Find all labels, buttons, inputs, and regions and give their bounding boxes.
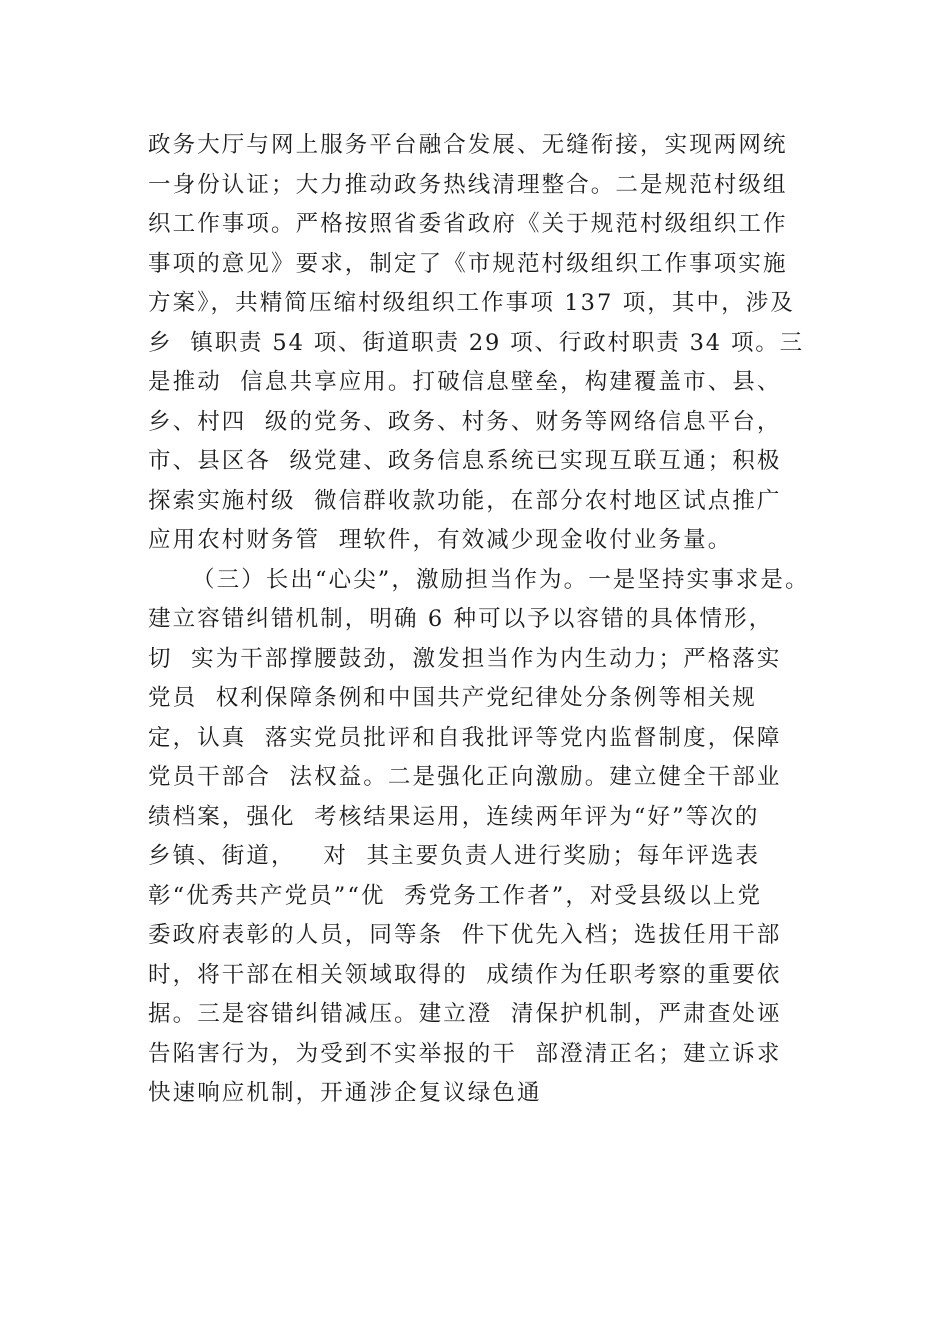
text-line: 市、县区各 级党建、政务信息系统已实现互联互通；积极 xyxy=(148,448,782,474)
text-line: 委政府表彰的人员，同等条 件下优先入档；选拔任用干部 xyxy=(148,922,782,948)
text-line: 政务大厅与网上服务平台融合发展、无缝衔接，实现两网统 xyxy=(148,132,788,158)
text-line: 党员 权利保障条例和中国共产党纪律处分条例等相关规 xyxy=(148,685,757,711)
text-line: 事项的意见》要求，制定了《市规范村级组织工作事项实施 xyxy=(148,250,788,277)
section-heading-line: （三）长出“心尖”，激励担当作为。一是坚持实事求是。 xyxy=(192,566,810,593)
text-line: 定，认真 落实党员批评和自我批评等党内监督制度，保障 xyxy=(148,724,782,751)
text-line: 彰“优秀共产党员”“优 秀党务工作者”，对受县级以上党 xyxy=(148,882,763,909)
text-line: 是推动 信息共享应用。打破信息壁垒，构建覆盖市、县、 xyxy=(148,369,782,395)
text-line: 应用农村财务管 理软件，有效减少现金收付业务量。 xyxy=(148,527,733,553)
text-line: 切 实为干部撑腰鼓劲，激发担当作为内生动力；严格落实 xyxy=(148,645,782,672)
text-line: 建立容错纠错机制，明确 6 种可以予以容错的具体情形， xyxy=(148,606,774,632)
text-line: 乡镇、街道， 对 其主要负责人进行奖励；每年评选表 xyxy=(148,843,761,869)
text-line: 告陷害行为，为受到不实举报的干 部澄清正名；建立诉求 xyxy=(148,1040,782,1067)
text-line: 绩档案，强化 考核结果运用，连续两年评为“好”等次的 xyxy=(148,803,760,830)
text-line: 快速响应机制，开通涉企复议绿色通 xyxy=(148,1080,542,1106)
text-line: 据。三是容错纠错减压。建立澄 清保护机制，严肃查处诬 xyxy=(148,1001,782,1027)
document-body xyxy=(148,126,812,1114)
text-line: 一身份认证；大力推动政务热线清理整合。二是规范村级组 xyxy=(148,171,788,198)
text-line: 探索实施村级 微信群收款功能，在部分农村地区试点推广 xyxy=(148,487,782,514)
text-line: 时，将干部在相关领域取得的 成绩作为任职考察的重要依 xyxy=(148,961,782,988)
text-line: 方案》，共精简压缩村级组织工作事项 137 项，其中，涉及 xyxy=(148,290,795,316)
text-line: 党员干部合 法权益。二是强化正向激励。建立健全干部业 xyxy=(148,764,782,790)
paragraph xyxy=(148,561,812,1114)
text-line: 织工作事项。严格按照省委省政府《关于规范村级组织工作 xyxy=(148,211,788,237)
text-line: 乡 镇职责 54 项、街道职责 29 项、行政村职责 34 项。三 xyxy=(148,329,805,356)
paragraph xyxy=(148,126,812,561)
text-line: 乡、村四 级的党务、政务、村务、财务等网络信息平台， xyxy=(148,408,782,435)
